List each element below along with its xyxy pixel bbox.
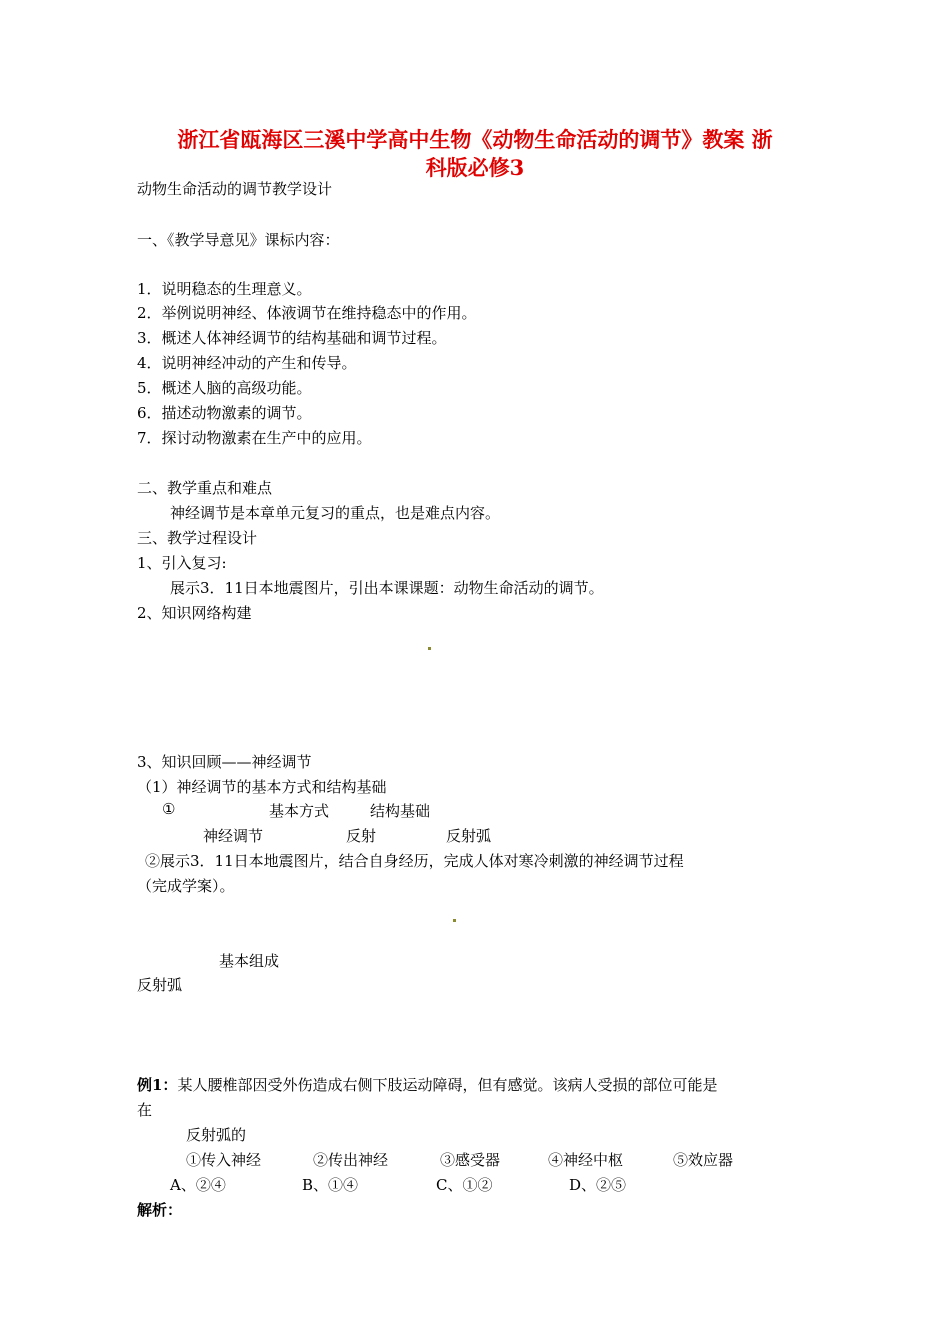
placeholder-dot [428,647,431,650]
table-header-basic-method: 基本方式 [269,802,330,820]
sub1-heading: （1）神经调节的基本方式和结构基础 [137,778,387,796]
table-cell-reflex: 反射 [346,827,377,845]
example-prefix: 反射弧的 [186,1126,247,1144]
option-item: ⑤效应器 [673,1151,734,1169]
choice-item: C、①② [436,1176,493,1194]
option-item: ③感受器 [440,1151,501,1169]
example-line2: 在 [137,1101,153,1119]
option-item: ②传出神经 [313,1151,389,1169]
step3-heading: 3、知识回顾——神经调节 [137,753,312,771]
section2-heading: 二、教学重点和难点 [137,479,273,497]
analysis-label: 解析： [137,1201,183,1219]
option-item: ④神经中枢 [548,1151,624,1169]
choice-item: D、②⑤ [569,1176,627,1194]
reflex-arc-label: 反射弧 [137,976,183,994]
standard-item: 6．描述动物激素的调节。 [137,404,312,422]
standard-item: 3．概述人体神经调节的结构基础和调节过程。 [137,329,447,347]
table-row-label: 神经调节 [203,827,264,845]
standard-item: 4．说明神经冲动的产生和传导。 [137,354,357,372]
choice-item: A、②④ [170,1176,226,1194]
table-cell-reflex-arc: 反射弧 [446,827,492,845]
section1-heading: 一、《教学导意见》课标内容： [137,231,340,249]
basic-composition: 基本组成 [219,952,280,970]
example-line1 [137,1074,717,1095]
standard-item: 7．探讨动物激素在生产中的应用。 [137,429,372,447]
standard-item: 1．说明稳态的生理意义。 [137,280,312,298]
item2-line1: ②展示3．11日本地震图片，结合自身经历，完成人体对寒冷刺激的神经调节过程 [145,852,684,870]
section2-text: 神经调节是本章单元复习的重点，也是难点内容。 [170,504,501,522]
item2-line2: （完成学案）。 [137,877,235,895]
document-title-line1: 浙江省瓯海区三溪中学高中生物《动物生命活动的调节》教案 浙 [177,127,773,152]
section3-heading: 三、教学过程设计 [137,529,258,547]
step2-heading: 2、知识网络构建 [137,604,252,622]
placeholder-dot [453,919,456,922]
step1-text: 展示3．11日本地震图片，引出本课课题：动物生命活动的调节。 [170,579,604,597]
standard-item: 5．概述人脑的高级功能。 [137,379,312,397]
example-text: 某人腰椎部因受外伤造成右侧下肢运动障碍，但有感觉。该病人受损的部位可能是 [177,1076,718,1094]
option-item: ①传入神经 [186,1151,262,1169]
document-title-line2: 科版必修3 [425,155,525,180]
table-header-structure: 结构基础 [370,802,431,820]
choice-item: B、①④ [302,1176,359,1194]
standard-item: 2．举例说明神经、体液调节在维持稳态中的作用。 [137,304,477,322]
subtitle: 动物生命活动的调节教学设计 [137,180,333,198]
example-label: 例1： [137,1076,178,1094]
step1-heading: 1、引入复习: [137,554,227,572]
table-marker: ① [162,800,176,818]
